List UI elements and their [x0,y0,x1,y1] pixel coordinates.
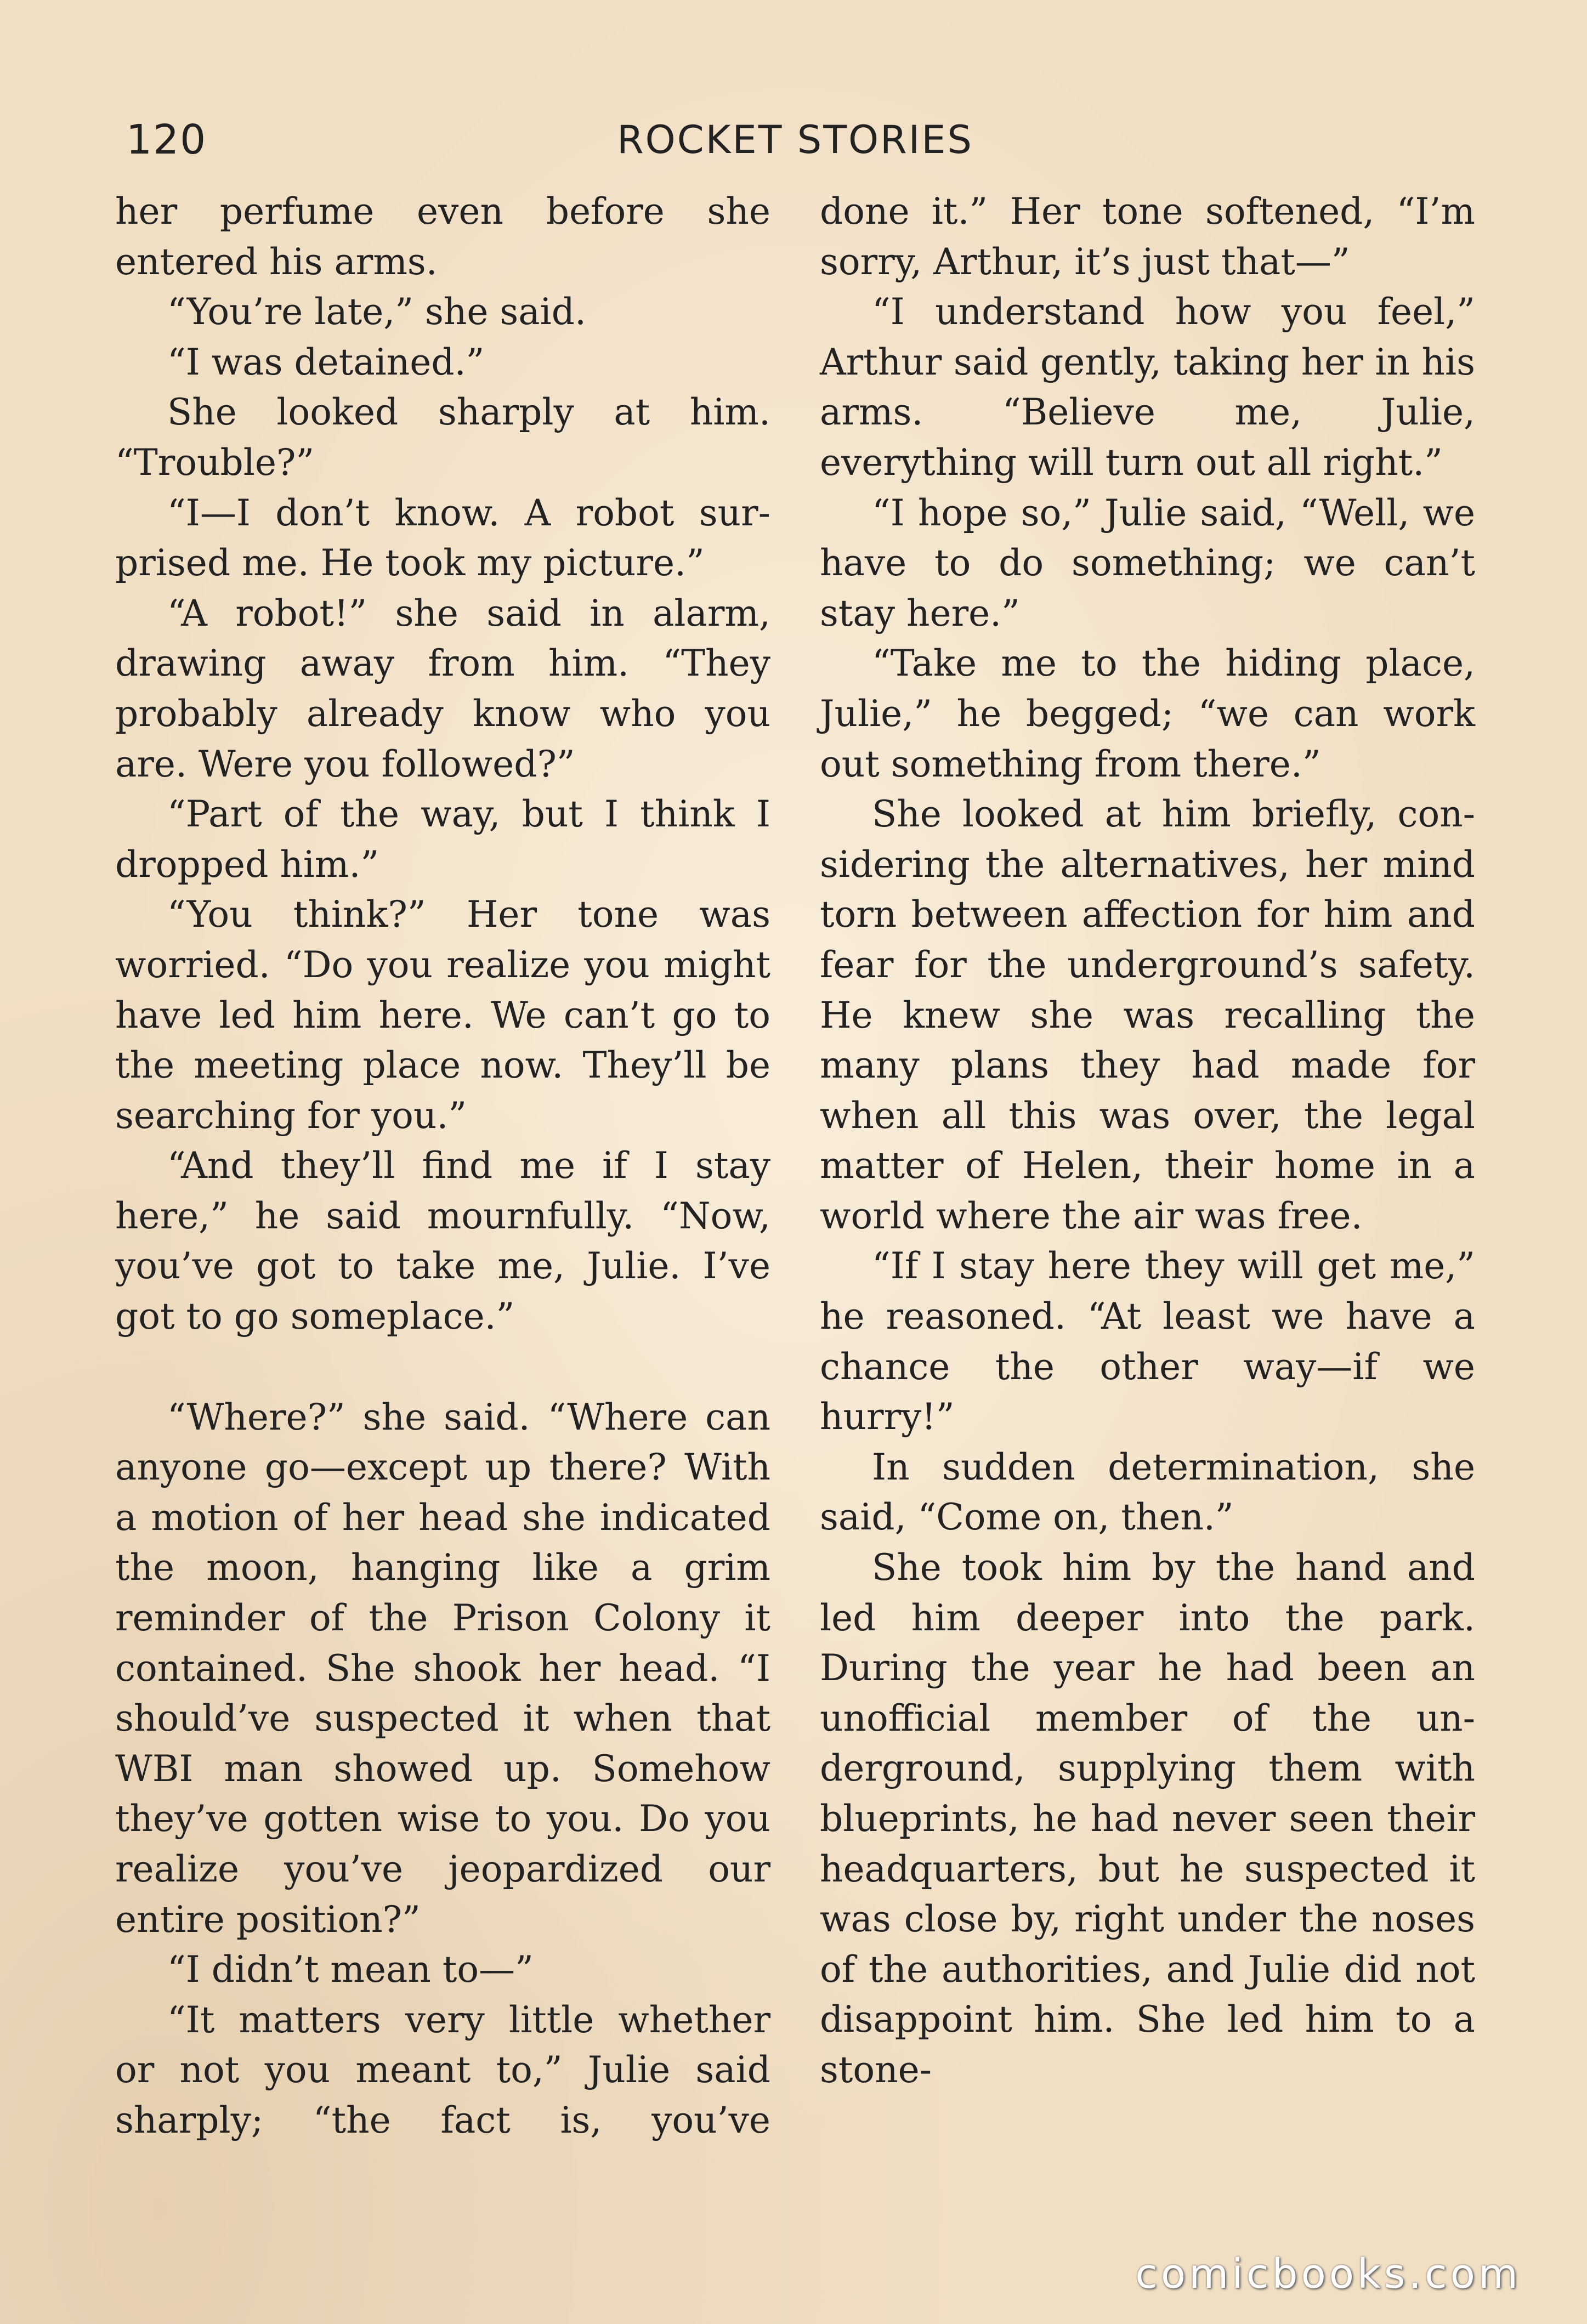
page-header [115,110,1475,170]
paragraph: “And they’ll find me if I stay here,” he said mournfully. “Now, you’ve got to take me, Julie. I’ve got to go someplace.” [115,1144,770,1338]
running-head: ROCKET STORIES [617,117,973,162]
paragraph: “Take me to the hiding place, Julie,” he begged; “we can work out something from there.” [820,642,1475,785]
paragraph: She took him by the hand and led him deeper into the park. During the year he had been an unofficial member of the underground, supplying them with blueprints, he had never seen their headquarters, but he suspected it was close by, right under the noses of the authorities, and Julie did not disappoint him. She led him to a stone- [820,1546,1475,2091]
left-column [115,186,770,2146]
right-column [820,186,1475,2095]
paragraph: “I didn’t mean to—” [167,1948,534,1991]
page-number: 120 [126,116,207,163]
paragraph: “I understand how you feel,” Arthur said gently, taking her in his arms. “Believe me, Julie, everything will turn out all right.” [820,291,1475,484]
paragraph: “I—I don’t know. A robot surprised me. He took my picture.” [115,491,770,585]
paragraph: “You’re late,” she said. [167,291,586,333]
paragraph: In sudden determination, she said, “Come on, then.” [820,1446,1475,1539]
watermark: comicbooks.com [1135,2251,1521,2298]
paragraph: her perfume even before she entered his arms. [115,190,770,283]
paragraph: “It matters very little whether or not you meant to,” Julie said sharply; “the fact is, you’ve [115,1998,770,2141]
paragraph: She looked sharply at him. “Trouble?” [115,391,770,484]
paragraph: “Where?” she said. “Where can anyone go—except up there? With a motion of her head she indicated the moon, hanging like a grim reminder of the Prison Colony it contained. She shook her head. “I should’ve suspected it when that WBI man showed up. Somehow they’ve gotten wise to you. Do you realize you’ve jeopardized our entire position?” [115,1396,770,1941]
paragraph: “I hope so,” Julie said, “Well, we have to do something; we can’t stay here.” [820,491,1475,634]
paragraph: “A robot!” she said in alarm, drawing away from him. “They probably already know who you are. Were you followed?” [115,592,770,785]
paragraph: “You think?” Her tone was worried. “Do you realize you might have led him here. We can’t go to the meeting place now. They’ll be searching for you.” [115,893,770,1137]
paragraph: “Part of the way, but I think I dropped him.” [115,793,770,886]
paragraph: “If I stay here they will get me,” he reasoned. “At least we have a chance the other way—if we hurry!” [820,1245,1475,1438]
paragraph: done it.” Her tone softened, “I’m sorry, Arthur, it’s just that—” [820,190,1475,283]
paragraph: She looked at him briefly, considering the alternatives, her mind torn between affection for him and fear for the underground’s safety. He knew she was recalling the many plans they had made for when all this was over, the legal matter of Helen, their home in a world where the air was free. [820,793,1475,1237]
paragraph: “I was detained.” [167,341,485,383]
